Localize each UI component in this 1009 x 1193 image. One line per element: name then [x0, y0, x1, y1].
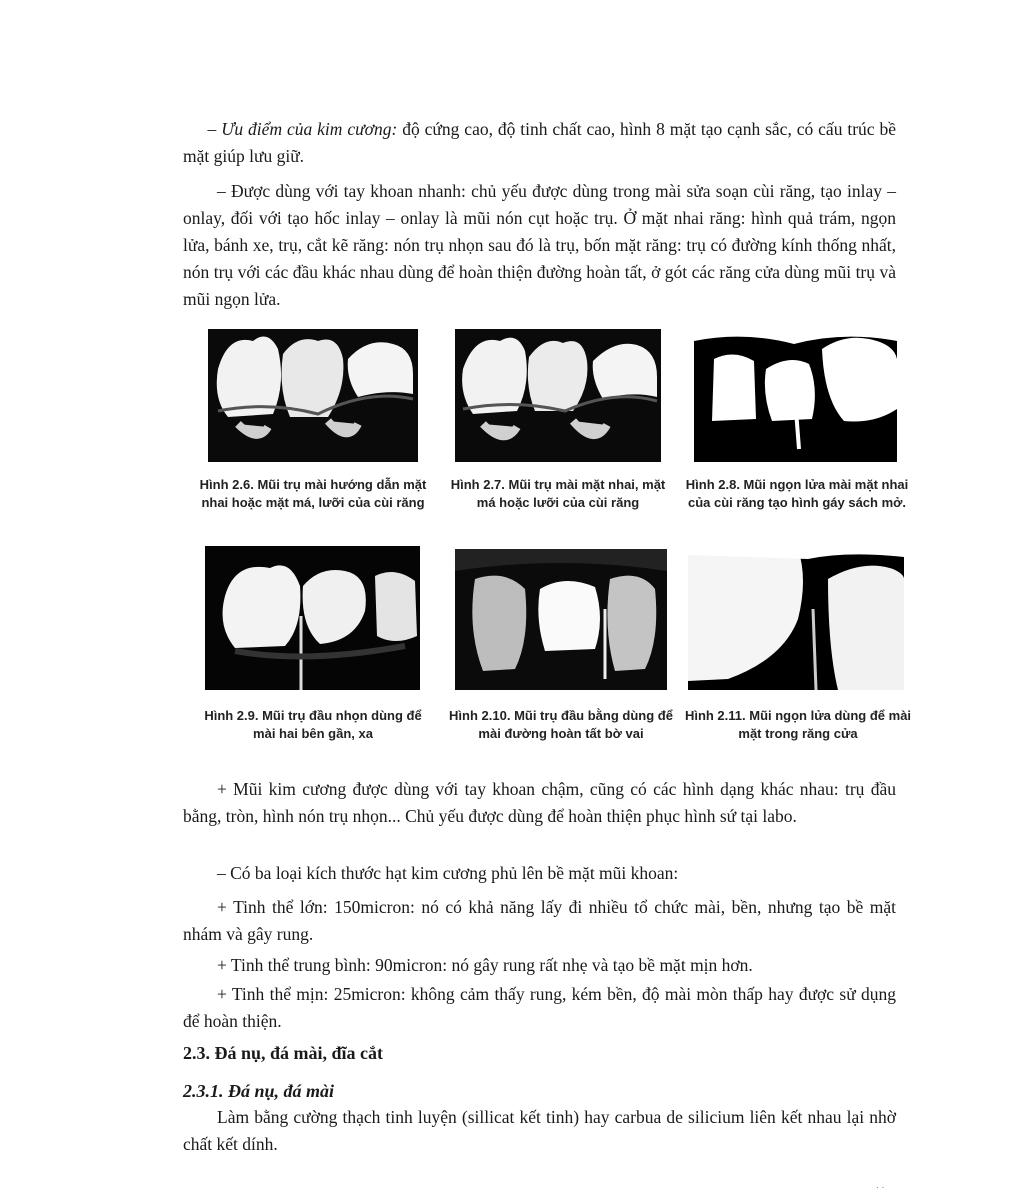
paragraph-fine-grit: + Tinh thể mịn: 25micron: không cảm thấy rung, kém bền, độ mài mòn thấp hay được sử dụng để hoàn thiện. — [183, 984, 896, 1031]
section-heading-2-3: 2.3. Đá nụ, đá mài, đĩa cắt — [183, 1043, 384, 1063]
paragraph-medium-grit: + Tinh thể trung bình: 90micron: nó gây rung rất nhẹ và tạo bề mặt mịn hơn. — [217, 955, 753, 975]
figure-2-7-caption: Hình 2.7. Mũi trụ mài mặt nhai, mặt má hoặc lưỡi của cùi răng — [450, 477, 666, 510]
figure-2-10-caption: Hình 2.10. Mũi trụ đầu bằng dùng để mài đường hoàn tất bờ vai — [449, 708, 673, 741]
figure-2-11-caption: Hình 2.11. Mũi ngọn lửa dùng để mài mặt trong răng cửa — [684, 708, 912, 741]
paragraph-grit-sizes: – Có ba loại kích thước hạt kim cương phủ lên bề mặt mũi khoan: — [217, 863, 679, 883]
paragraph-high-speed: – Được dùng với tay khoan nhanh: chủ yếu được dùng trong mài sửa soạn cùi răng, tạo inlay – onlay, đối với tạo hốc inlay – onlay là mũi nón cụt hoặc trụ. Ở mặt nhai răng: hình quả trám, ngọn lửa, bánh xe, trụ, cắt kẽ răng: nón trụ nhọn sau đó là trụ, bốn mặt răng: trụ có đường kính thống nhất, nón trụ với các đầu khác nhau dùng để hoàn thiện đường hoàn tất, ở gót các răng cửa dùng mũi trụ và mũi ngọn lửa. — [183, 181, 896, 309]
figure-2-9-caption: Hình 2.9. Mũi trụ đầu nhọn dùng để mài hai bên gần, xa — [204, 708, 422, 741]
paragraph-material: Làm bằng cường thạch tinh luyện (sillicat kết tinh) hay carbua de silicium liên kết nhau lại nhờ chất kết dính. — [183, 1107, 896, 1154]
figure-2-7-image — [455, 329, 661, 462]
paragraph-diamond-advantages — [183, 116, 896, 170]
figure-2-9-image — [205, 546, 420, 690]
figure-2-11-image — [688, 549, 904, 690]
figure-2-6-caption: Hình 2.6. Mũi trụ mài hướng dẫn mặt nhai hoặc mặt má, lưỡi của cùi răng — [199, 477, 427, 510]
paragraph-coarse-grit: + Tinh thể lớn: 150micron: nó có khả năng lấy đi nhiều tổ chức mài, bền, nhưng tạo bề mặt nhám và gây rung. — [183, 897, 896, 944]
figure-2-8-image — [694, 329, 897, 462]
subsection-heading-2-3-1: 2.3.1. Đá nụ, đá mài — [183, 1081, 335, 1101]
paragraph-lead: – Ưu điểm của kim cương: — [207, 119, 398, 139]
paragraph-low-speed: + Mũi kim cương được dùng với tay khoan chậm, cũng có các hình dạng khác nhau: trụ đầu bằng, tròn, hình nón trụ nhọn... Chủ yếu được dùng để hoàn thiện phục hình sứ tại labo. — [183, 779, 896, 826]
page-mark: . . — [876, 1180, 885, 1191]
figure-2-8-caption: Hình 2.8. Mũi ngọn lửa mài mặt nhai của cùi răng tạo hình gáy sách mở. — [685, 477, 909, 510]
figure-2-6-image — [208, 329, 418, 462]
figure-2-10-image — [455, 549, 667, 690]
paragraph-text: độ cứng cao, độ tinh chất cao, hình 8 mặt tạo cạnh sắc, có cấu trúc bề mặt giúp lưu giữ. — [183, 119, 896, 166]
